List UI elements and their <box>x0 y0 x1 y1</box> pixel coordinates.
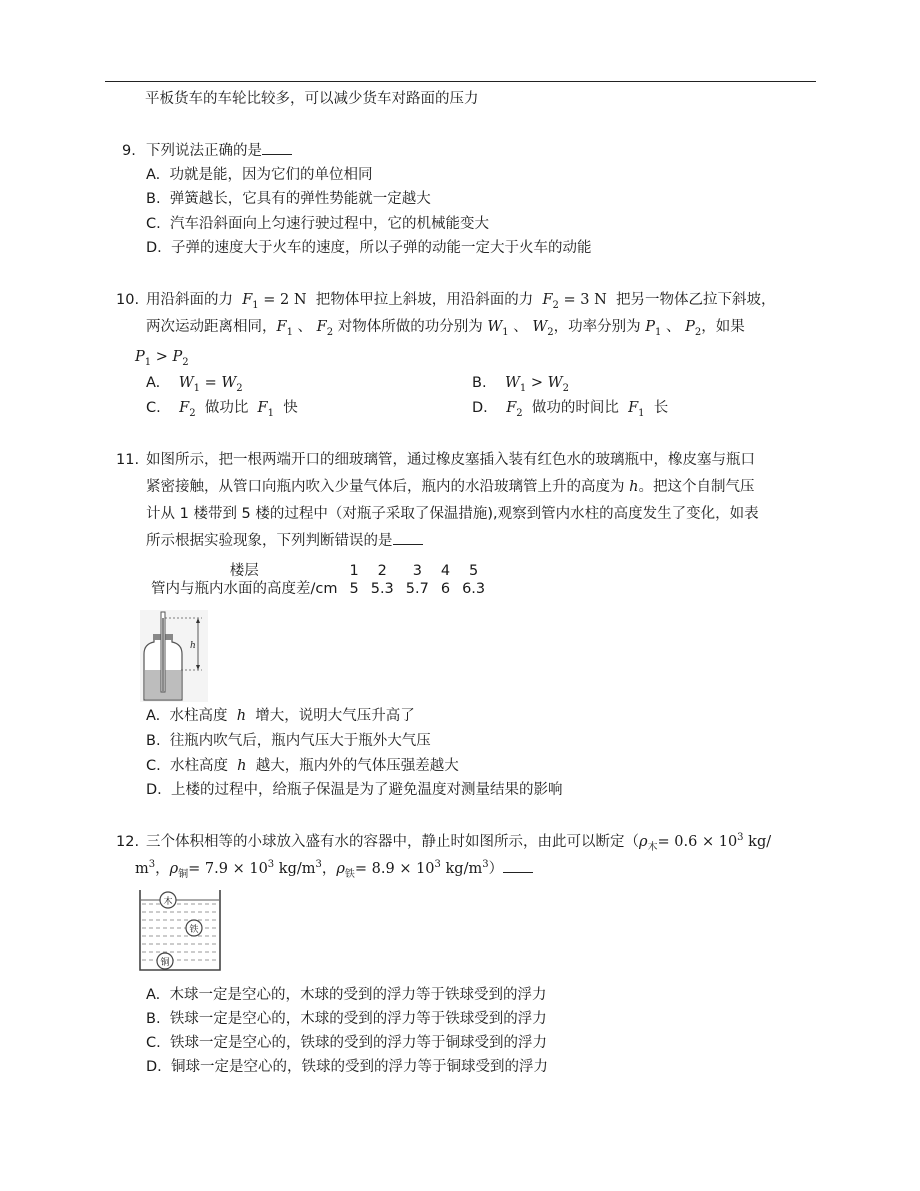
q11-number: 11. <box>116 452 140 468</box>
barometer-bottle-figure <box>138 608 210 704</box>
text: 紧密接触，从管口向瓶内吹入少量气体后，瓶内的水沿玻璃管上升的高度为 <box>146 479 625 495</box>
q12-line-2: $m^3$，$\rho_铜= 7.9 \times 10^3$ $kg/m^3$，$\rho_铁= 8.9 \times 10^3$ $kg/m^3$） <box>135 858 533 880</box>
option-text: 功就是能，因为它们的单位相同 <box>169 167 373 183</box>
table-cell: 5.3 <box>370 581 394 597</box>
option-key: D. <box>472 400 488 416</box>
height-label: h <box>190 641 196 651</box>
unit: kg/m <box>278 861 316 877</box>
text: ，如果 <box>701 319 745 335</box>
option-key: C. <box>146 1035 161 1051</box>
table-row <box>145 580 491 598</box>
symbol: F <box>257 400 268 416</box>
q9-option-c[interactable] <box>146 213 489 235</box>
text: 长 <box>653 400 669 416</box>
table-cell: 1 <box>349 563 359 579</box>
symbol: P <box>135 349 145 365</box>
q10-option-b[interactable] <box>472 372 569 394</box>
answer-blank <box>393 530 423 545</box>
subscript: 1 <box>286 326 293 338</box>
text: 水柱高度 <box>169 708 228 724</box>
floor-height-table <box>145 562 491 598</box>
q11-option-d[interactable] <box>146 779 563 801</box>
table-cell: 5.7 <box>405 581 429 597</box>
prev-option-text: 平板货车的车轮比较多，可以减少货车对路面的压力 <box>145 91 479 107</box>
table-cell: 6 <box>440 581 451 597</box>
subscript: 1 <box>252 299 259 311</box>
container-outline <box>140 890 220 970</box>
subscript: 2 <box>182 356 189 368</box>
q10-option-d[interactable] <box>472 397 668 419</box>
text: 、 <box>513 319 528 335</box>
table-cell: 4 <box>440 563 451 579</box>
option-key: B. <box>146 1011 161 1027</box>
symbol: F <box>242 292 253 308</box>
option-key: B. <box>472 375 487 391</box>
q10-line-1 <box>146 289 776 311</box>
subscript: 2 <box>694 326 702 338</box>
superscript: 3 <box>267 859 275 871</box>
option-key: C. <box>146 758 161 774</box>
q10-option-c[interactable] <box>146 397 298 419</box>
subscript: 1 <box>267 407 274 419</box>
option-text: 铁球一定是空心的，木球的受到的浮力等于铁球受到的浮力 <box>169 1011 547 1027</box>
rho-symbol: ρ <box>336 861 345 877</box>
symbol: W <box>487 319 503 335</box>
table-cell: 3 <box>412 563 422 579</box>
subscript: 1 <box>519 382 527 394</box>
symbol: F <box>179 400 190 416</box>
option-text: 弹簧越长，它具有的弹性势能就一定越大 <box>169 191 431 207</box>
option-key: A. <box>146 987 161 1003</box>
symbol: F <box>316 319 327 335</box>
tube-water-column <box>162 618 164 692</box>
subscript: 木 <box>647 841 658 853</box>
header-rule <box>105 81 816 82</box>
option-key: D. <box>146 240 162 256</box>
text: 用沿斜面的力 <box>146 292 233 308</box>
subscript: 铁 <box>344 868 355 880</box>
q11-line-2 <box>146 476 754 498</box>
superscript: 3 <box>482 859 489 871</box>
q12-number: 12. <box>116 834 140 850</box>
option-text: 铜球一定是空心的，铁球的受到的浮力等于铜球受到的浮力 <box>171 1059 548 1075</box>
symbol: h <box>237 758 247 774</box>
q9-stem <box>146 140 292 162</box>
rho-symbol: ρ <box>169 861 179 877</box>
option-key: C. <box>146 400 161 416</box>
table-cell: 5 <box>468 563 479 579</box>
wood-ball-label: 木 <box>163 897 173 907</box>
text: 做功的时间比 <box>531 400 619 416</box>
text: 对物体所做的功分别为 <box>337 319 483 335</box>
q9-stem-text: 下列说法正确的是 <box>146 143 262 159</box>
text: 所示根据实验现象，下列判断错误的是 <box>146 533 393 549</box>
answer-blank <box>262 140 292 155</box>
subscript: 2 <box>562 382 569 394</box>
symbol: W <box>221 375 237 391</box>
q11-option-c[interactable] <box>146 755 459 777</box>
operator: > <box>151 349 173 365</box>
option-key: A. <box>146 708 161 724</box>
option-text: 子弹的速度大于火车的速度，所以子弹的动能一定大于火车的动能 <box>171 240 592 256</box>
symbol: P <box>685 319 695 335</box>
value: = 2 N <box>263 292 307 308</box>
q12-option-b[interactable] <box>146 1008 547 1030</box>
symbol: F <box>542 292 553 308</box>
subscript: 1 <box>144 356 152 368</box>
unit: kg/m <box>445 861 483 877</box>
subscript: 2 <box>547 326 554 338</box>
superscript: 3 <box>434 859 441 871</box>
subscript: 1 <box>654 326 662 338</box>
option-key: D. <box>146 1059 162 1075</box>
unit: m <box>135 861 149 877</box>
q12-option-c[interactable] <box>146 1032 547 1054</box>
text: 、 <box>665 319 681 335</box>
symbol: W <box>547 375 563 391</box>
table-cell: 2 <box>377 563 387 579</box>
option-text: 上楼的过程中，给瓶子保温是为了避免温度对测量结果的影响 <box>171 782 563 798</box>
value: = 3 N <box>563 292 607 308</box>
table-cell: 6.3 <box>462 581 486 597</box>
q9-option-b[interactable] <box>146 188 431 210</box>
subscript: 1 <box>502 326 509 338</box>
text: 越大，瓶内外的气体压强差越大 <box>255 758 459 774</box>
symbol: h <box>629 479 639 495</box>
table-cell: 5 <box>349 581 359 597</box>
option-text: 往瓶内吹气后，瓶内气压大于瓶外大气压 <box>169 733 431 749</box>
subscript: 铜 <box>178 868 189 880</box>
q12-option-a[interactable] <box>146 984 547 1006</box>
symbol: F <box>506 400 517 416</box>
q11-line-1: 如图所示，把一根两端开口的细玻璃管，通过橡皮塞插入装有红色水的玻璃瓶中，橡皮塞与瓶口 <box>146 452 755 468</box>
text: 做功比 <box>204 400 249 416</box>
q12-line-1 <box>146 831 771 853</box>
symbol: P <box>172 349 183 365</box>
copper-ball-label: 铜 <box>160 958 170 968</box>
symbol: W <box>505 375 520 391</box>
balls-in-water-figure <box>138 888 222 972</box>
symbol: P <box>645 319 655 335</box>
option-text: 汽车沿斜面向上匀速行驶过程中，它的机械能变大 <box>169 216 489 232</box>
text: ，功率分别为 <box>553 319 641 335</box>
symbol: W <box>178 375 194 391</box>
q10-line-3 <box>135 346 189 368</box>
water-lines <box>142 904 218 960</box>
text: 。把这个自制气压 <box>638 479 755 495</box>
subscript: 1 <box>193 382 200 394</box>
subscript: 2 <box>516 407 523 419</box>
q12-option-d[interactable] <box>146 1056 548 1078</box>
text: 快 <box>283 400 298 416</box>
symbol: F <box>276 319 287 335</box>
symbol: W <box>532 319 548 335</box>
value: = 0.6 × 10 <box>657 834 738 850</box>
text: 两次运动距离相同， <box>146 319 277 335</box>
value: = 8.9 × 10 <box>354 861 435 877</box>
text: 三个体积相等的小球放入盛有水的容器中，静止时如图所示，由此可以断定（ <box>146 834 639 850</box>
answer-blank <box>503 858 533 873</box>
option-text: 木球一定是空心的，木球的受到的浮力等于铁球受到的浮力 <box>169 987 547 1003</box>
q11-line-3: 计从 1 楼带到 5 楼的过程中（对瓶子采取了保温措施),观察到管内水柱的高度发生了变化，如表 <box>146 506 759 522</box>
option-key: B. <box>146 191 161 207</box>
text: 水柱高度 <box>169 758 228 774</box>
text: 把物体甲拉上斜坡，用沿斜面的力 <box>315 292 534 308</box>
subscript: 2 <box>236 382 243 394</box>
superscript: 3 <box>148 859 156 871</box>
unit: kg/ <box>748 834 772 850</box>
q9-option-d[interactable] <box>146 237 592 259</box>
option-key: A. <box>146 167 161 183</box>
q10-number: 10. <box>116 292 140 308</box>
superscript: 3 <box>315 859 322 871</box>
table-row <box>145 562 491 580</box>
q11-line-4 <box>146 530 423 552</box>
table-header-cell: 楼层 <box>229 563 259 579</box>
q9-option-a[interactable] <box>146 164 373 186</box>
q11-option-a[interactable] <box>146 705 415 727</box>
q10-line-2 <box>146 316 745 338</box>
subscript: 2 <box>552 299 559 311</box>
option-key: A. <box>146 375 161 391</box>
subscript: 2 <box>326 326 334 338</box>
text: 把另一物体乙拉下斜坡， <box>616 292 776 308</box>
q9-number: 9. <box>122 143 136 159</box>
text: 、 <box>297 319 313 335</box>
superscript: 3 <box>737 832 744 844</box>
symbol: F <box>628 400 639 416</box>
symbol: h <box>236 708 247 724</box>
subscript: 2 <box>189 407 196 419</box>
option-text: 铁球一定是空心的，铁球的受到的浮力等于铜球受到的浮力 <box>169 1035 547 1051</box>
q11-option-b[interactable] <box>146 730 431 752</box>
q10-option-a[interactable] <box>146 372 243 394</box>
operator: > <box>526 375 548 391</box>
subscript: 1 <box>638 407 645 419</box>
value: = 7.9 × 10 <box>188 861 268 877</box>
text: 增大，说明大气压升高了 <box>255 708 415 724</box>
option-key: C. <box>146 216 161 232</box>
iron-ball-label: 铁 <box>189 925 199 935</box>
option-key: B. <box>146 733 161 749</box>
option-key: D. <box>146 782 162 798</box>
operator: = <box>200 375 222 391</box>
table-header-cell: 管内与瓶内水面的高度差/cm <box>151 581 338 597</box>
rho-symbol: ρ <box>639 834 648 850</box>
